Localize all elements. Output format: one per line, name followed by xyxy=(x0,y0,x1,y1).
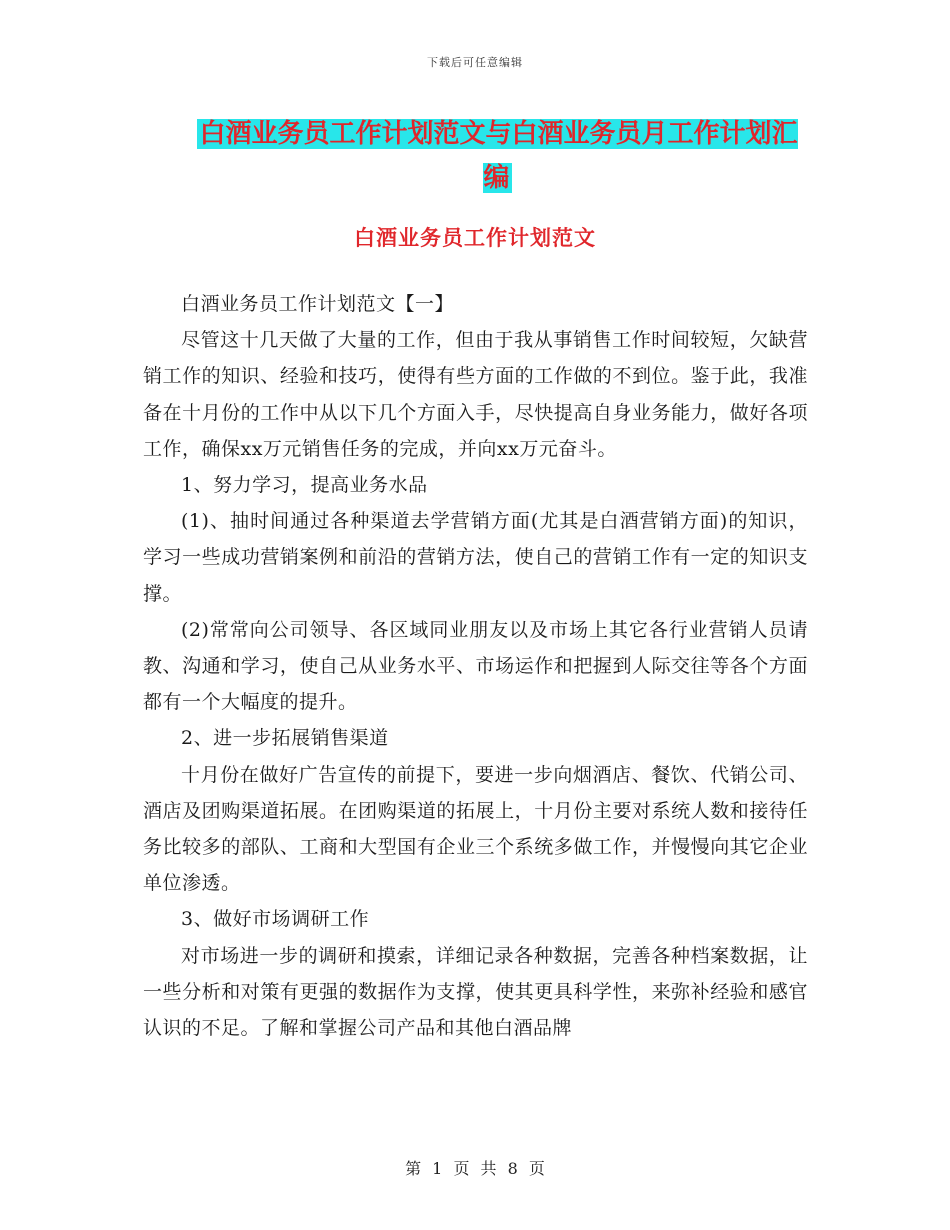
document-body xyxy=(143,286,808,1046)
document-title xyxy=(190,112,805,200)
paragraph: (2)常常向公司领导、各区域同业朋友以及市场上其它各行业营销人员请教、沟通和学习，使自己从业务水平、市场运作和把握到人际交往等各个方面都有一个大幅度的提升。 xyxy=(143,618,808,714)
paragraph: 尽管这十几天做了大量的工作，但由于我从事销售工作时间较短，欠缺营销工作的知识、经验和技巧，使得有些方面的工作做的不到位。鉴于此，我准备在十月份的工作中从以下几个方面入手，尽快提高自身业务能力，做好各项工作，确保xx万元销售任务的完成，并向xx万元奋斗。 xyxy=(143,329,808,460)
paragraph: 十月份在做好广告宣传的前提下，要进一步向烟酒店、餐饮、代销公司、酒店及团购渠道拓展。在团购渠道的拓展上，十月份主要对系统人数和接待任务比较多的部队、工商和大型国有企业三个系统多做工作，并慢慢向其它企业单位渗透。 xyxy=(143,763,808,895)
paragraph: 对市场进一步的调研和摸索，详细记录各种数据，完善各种档案数据，让一些分析和对策有更强的数据作为支撑，使其更具科学性，来弥补经验和感官认识的不足。了解和掌握公司产品和其他白酒品牌 xyxy=(143,944,808,1040)
paragraph-subtitle: 白酒业务员工作计划范文【一】 xyxy=(181,293,455,315)
paragraph-heading: 1、努力学习，提高业务水品 xyxy=(181,474,428,497)
paragraph-heading: 3、做好市场调研工作 xyxy=(181,908,370,931)
header-note: 下载后可任意编辑 xyxy=(427,56,523,69)
page-number: 第 1 页 共 8 页 xyxy=(405,1159,545,1178)
document-title-text: 白酒业务员工作计划范文与白酒业务员月工作计划汇编 xyxy=(199,119,798,193)
paragraph-heading: 2、进一步拓展销售渠道 xyxy=(181,727,389,750)
section-title: 白酒业务员工作计划范文 xyxy=(354,225,596,250)
paragraph: (1)、抽时间通过各种渠道去学营销方面(尤其是白酒营销方面)的知识，学习一些成功营销案例和前沿的营销方法，使自己的营销工作有一定的知识支撑。 xyxy=(143,510,808,605)
